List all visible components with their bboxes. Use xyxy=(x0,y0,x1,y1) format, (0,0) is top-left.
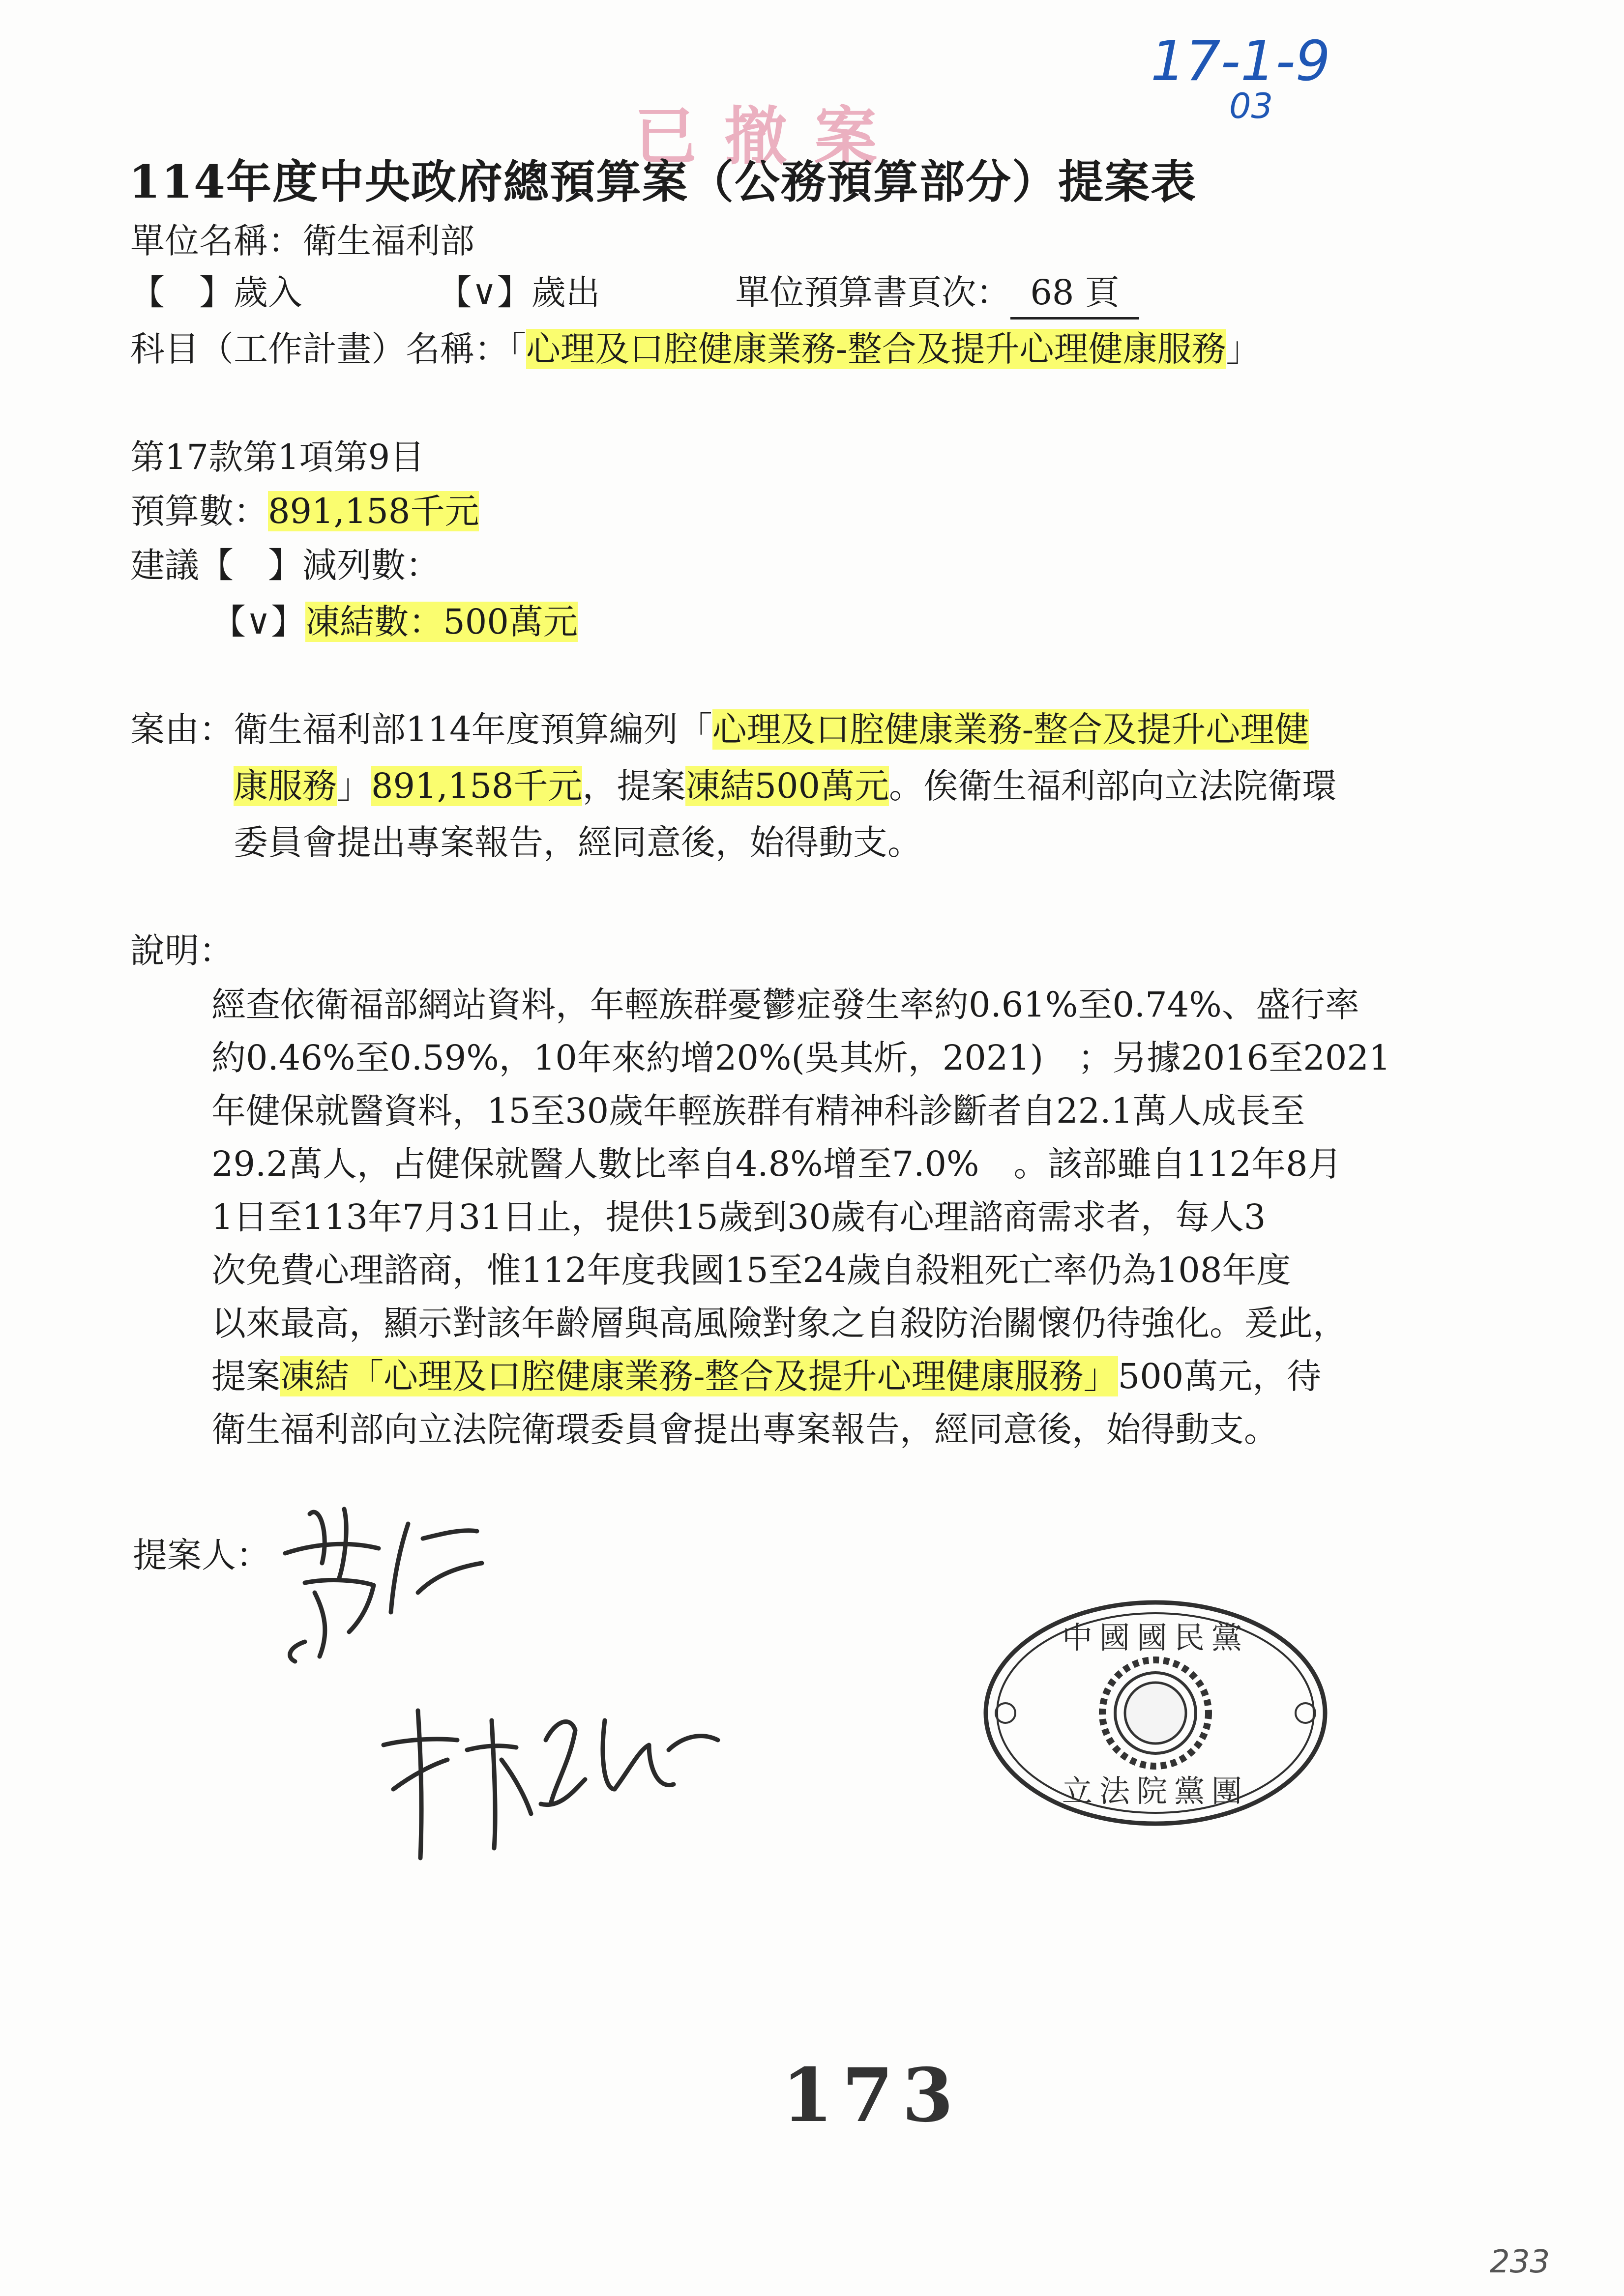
subject-close: 」 xyxy=(1226,329,1261,369)
budget-row xyxy=(130,487,479,536)
party-seal xyxy=(978,1595,1332,1831)
expense-label: 歲出 xyxy=(531,272,600,313)
subject-name: 心理及口腔健康業務-整合及提升心理健康服務 xyxy=(526,329,1226,369)
explanation-label: 說明： xyxy=(130,930,234,971)
reduce-label: 減列數： xyxy=(302,545,440,585)
explanation-line: 約0.46%至0.59%，10年來約增20%(吳其炘，2021) ；另據2016至2021 xyxy=(211,1038,1391,1078)
budget-type-row xyxy=(130,268,1139,320)
reason-label: 案由： xyxy=(130,709,234,750)
seal-bottom-text: 立法院黨團 xyxy=(1062,1773,1249,1809)
suggest-row xyxy=(130,541,440,590)
withdrawn-stamp: 已撤案 xyxy=(634,100,905,174)
explanation-highlight: 凍結「心理及口腔健康業務-整合及提升心理健康服務」 xyxy=(280,1356,1118,1396)
explanation-line: 以來最高，顯示對該年齡層與高風險對象之自殺防治關懷仍待強化。爰此， xyxy=(211,1303,1347,1343)
expense-checkbox: 【∨】 xyxy=(437,272,531,313)
reason-text: ，提案 xyxy=(582,766,686,806)
handwritten-sub-number: 03 xyxy=(1229,86,1273,126)
handwritten-date: 17-1-9 xyxy=(1151,29,1330,93)
reason-highlight-project-end: 康服務 xyxy=(234,766,337,806)
freeze-row xyxy=(211,597,578,646)
item-ref: 第17款第1項第9目 xyxy=(130,437,425,477)
document-title: 114年度中央政府總預算案（公務預算部分）提案表 xyxy=(129,155,1197,208)
explanation-line: 年健保就醫資料，15至30歲年輕族群有精神科診斷者自22.1萬人成長至 xyxy=(211,1091,1305,1131)
reason-highlight-project: 心理及口腔健康業務-整合及提升心理健 xyxy=(712,709,1309,750)
reason-line-1 xyxy=(234,703,1309,756)
revenue-label: 歲入 xyxy=(234,272,302,313)
explanation-line: 次免費心理諮商，惟112年度我國15至24歲自殺粗死亡率仍為108年度 xyxy=(211,1250,1291,1290)
explanation-line: 1日至113年7月31日止，提供15歲到30歲有心理諮商需求者，每人3 xyxy=(211,1197,1266,1237)
revenue-checkbox: 【 】 xyxy=(130,272,234,313)
reason-line-2 xyxy=(234,759,1336,813)
suggest-prefix: 建議 xyxy=(130,545,199,585)
freeze-checkbox: 【∨】 xyxy=(211,602,306,642)
budget-label: 預算數： xyxy=(130,491,268,531)
explanation-text: 提案 xyxy=(211,1356,280,1396)
subject-row xyxy=(130,324,1261,374)
sun-emblem-icon xyxy=(1102,1660,1209,1766)
unit-name: 衛生福利部 xyxy=(302,221,474,261)
explanation-line: 29.2萬人，占健保就醫人數比率自4.8%增至7.0% 。該部雖自112年8月 xyxy=(211,1144,1342,1184)
reason-highlight-amount: 891,158千元 xyxy=(371,766,583,806)
reason-text: 」 xyxy=(337,766,371,806)
reason-highlight-freeze: 凍結500萬元 xyxy=(685,766,889,806)
proposer-label: 提案人： xyxy=(133,1535,270,1575)
subject-label: 科目（工作計畫）名稱：「 xyxy=(130,329,526,369)
page-number: 173 xyxy=(782,2052,963,2139)
page-ref-value: 68 頁 xyxy=(1010,268,1139,320)
freeze-text: 凍結數：500萬元 xyxy=(305,602,578,642)
corner-mark: 233 xyxy=(1490,2244,1550,2280)
reason-text: 。俟衛生福利部向立法院衛環 xyxy=(889,766,1337,806)
reason-text: 衛生福利部114年度預算編列「 xyxy=(234,709,712,750)
signature-1-image xyxy=(275,1494,492,1671)
explanation-line: 衛生福利部向立法院衛環委員會提出專案報告，經同意後，始得動支。 xyxy=(211,1409,1278,1450)
explanation-text: 500萬元，待 xyxy=(1118,1356,1322,1396)
budget-value: 891,158千元 xyxy=(268,491,479,531)
page-ref-label: 單位預算書頁次： xyxy=(735,272,1011,313)
explanation-line-8 xyxy=(211,1350,1321,1403)
unit-label: 單位名稱： xyxy=(130,221,302,261)
seal-top-text: 中國國民黨 xyxy=(1062,1620,1249,1656)
reduce-checkbox: 【 】 xyxy=(199,545,302,585)
reason-line-3: 委員會提出專案報告，經同意後，始得動支。 xyxy=(234,822,922,863)
explanation-line: 經查依衛福部網站資料，年輕族群憂鬱症發生率約0.61%至0.74%、盛行率 xyxy=(211,985,1359,1025)
signature-2-image xyxy=(374,1691,728,1868)
unit-row xyxy=(130,216,474,265)
